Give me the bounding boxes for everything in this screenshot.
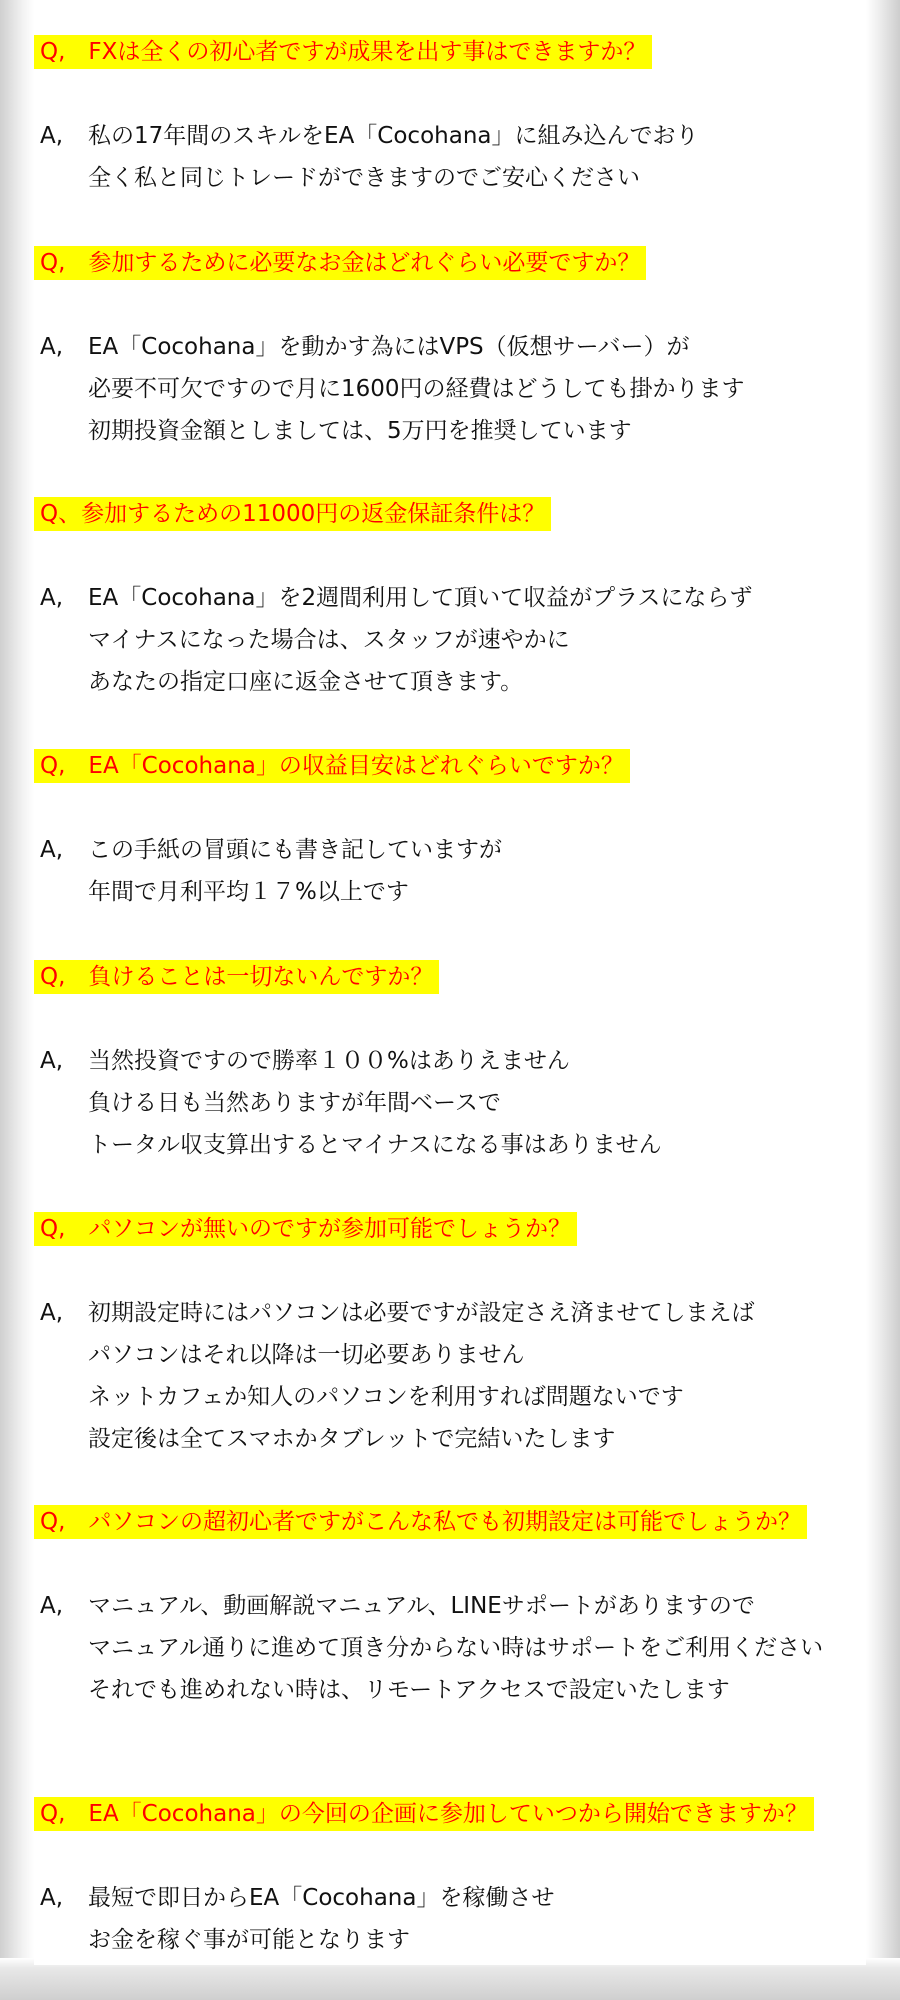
answer-line: パソコンはそれ以降は一切必要ありません [88,1342,525,1368]
answer-line: 私の17年間のスキルをEA「Cocohana」に組み込んでおり [88,123,699,149]
faq-question: Q, EA「Cocohana」の収益目安はどれぐらいですか？ [34,749,630,783]
answer-line: マニュアル通りに進めて頂き分からない時はサポートをご利用ください [88,1635,824,1661]
answer-line: トータル収支算出するとマイナスになる事はありません [88,1132,662,1158]
answer-line: 設定後は全てスマホかタブレットで完結いたします [88,1426,616,1452]
faq-item [34,1212,866,1460]
answer-mark: A, [40,1048,64,1074]
faq-question: Q, パソコンの超初心者ですがこんな私でも初期設定は可能でしょうか？ [34,1505,807,1539]
answer-mark: A, [40,585,64,611]
faq-item [34,246,866,452]
faq-answer [34,1040,866,1166]
faq-answer [34,577,866,703]
answer-line: ネットカフェか知人のパソコンを利用すれば問題ないです [88,1384,684,1410]
faq-item [34,749,866,913]
answer-line: 負ける日も当然ありますが年間ベースで [88,1090,501,1116]
faq-question: Q, 負けることは一切ないんですか？ [34,960,439,994]
faq-answer [34,1292,866,1460]
faq-answer [34,1585,866,1711]
answer-mark: A, [40,837,64,863]
faq-answer [34,115,866,199]
answer-mark: A, [40,1885,64,1911]
faq-answer [34,1877,866,1961]
answer-line: お金を稼ぐ事が可能となります [88,1927,410,1953]
faq-question: Q, パソコンが無いのですが参加可能でしょうか？ [34,1212,577,1246]
answer-line: 初期設定時にはパソコンは必要ですが設定さえ済ませてしまえば [88,1300,755,1326]
answer-line: 必要不可欠ですので月に1600円の経費はどうしても掛かります [88,376,745,402]
answer-line: それでも進めれない時は、リモートアクセスで設定いたします [88,1677,730,1703]
answer-mark: A, [40,1300,64,1326]
answer-line: 当然投資ですので勝率１００%はありえません [88,1048,570,1074]
answer-line: 最短で即日からEA「Cocohana」を稼働させ [88,1885,555,1911]
answer-lines [88,1585,866,1711]
faq-item [34,497,866,703]
answer-lines [88,115,866,199]
answer-lines [88,829,866,913]
answer-mark: A, [40,123,64,149]
faq-question: Q, FXは全くの初心者ですが成果を出す事はできますか？ [34,35,652,69]
answer-line: EA「Cocohana」を2週間利用して頂いて収益がプラスにならず [88,585,753,611]
answer-line: 全く私と同じトレードができますのでご安心ください [88,165,640,191]
answer-lines [88,1292,866,1460]
faq-question: Q、参加するための11000円の返金保証条件は？ [34,497,551,531]
faq-question: Q, 参加するために必要なお金はどれぐらい必要ですか？ [34,246,646,280]
answer-line: EA「Cocohana」を動かす為にはVPS（仮想サーバー）が [88,334,690,360]
answer-line: 年間で月利平均１７%以上です [88,879,409,905]
faq-item [34,1505,866,1711]
faq-page [34,0,866,1965]
answer-line: 初期投資金額としましては、5万円を推奨しています [88,418,632,444]
answer-lines [88,577,866,703]
answer-line: マニュアル、動画解説マニュアル、LINEサポートがありますので [88,1593,755,1619]
answer-lines [88,326,866,452]
answer-line: この手紙の冒頭にも書き記していますが [88,837,502,863]
answer-mark: A, [40,1593,64,1619]
faq-item [34,1797,866,1961]
faq-answer [34,326,866,452]
faq-question: Q, EA「Cocohana」の今回の企画に参加していつから開始できますか？ [34,1797,814,1831]
answer-line: あなたの指定口座に返金させて頂きます。 [88,669,524,695]
answer-mark: A, [40,334,64,360]
answer-lines [88,1040,866,1166]
faq-answer [34,829,866,913]
faq-item [34,35,866,199]
faq-item [34,960,866,1166]
answer-line: マイナスになった場合は、スタッフが速やかに [88,627,570,653]
answer-lines [88,1877,866,1961]
